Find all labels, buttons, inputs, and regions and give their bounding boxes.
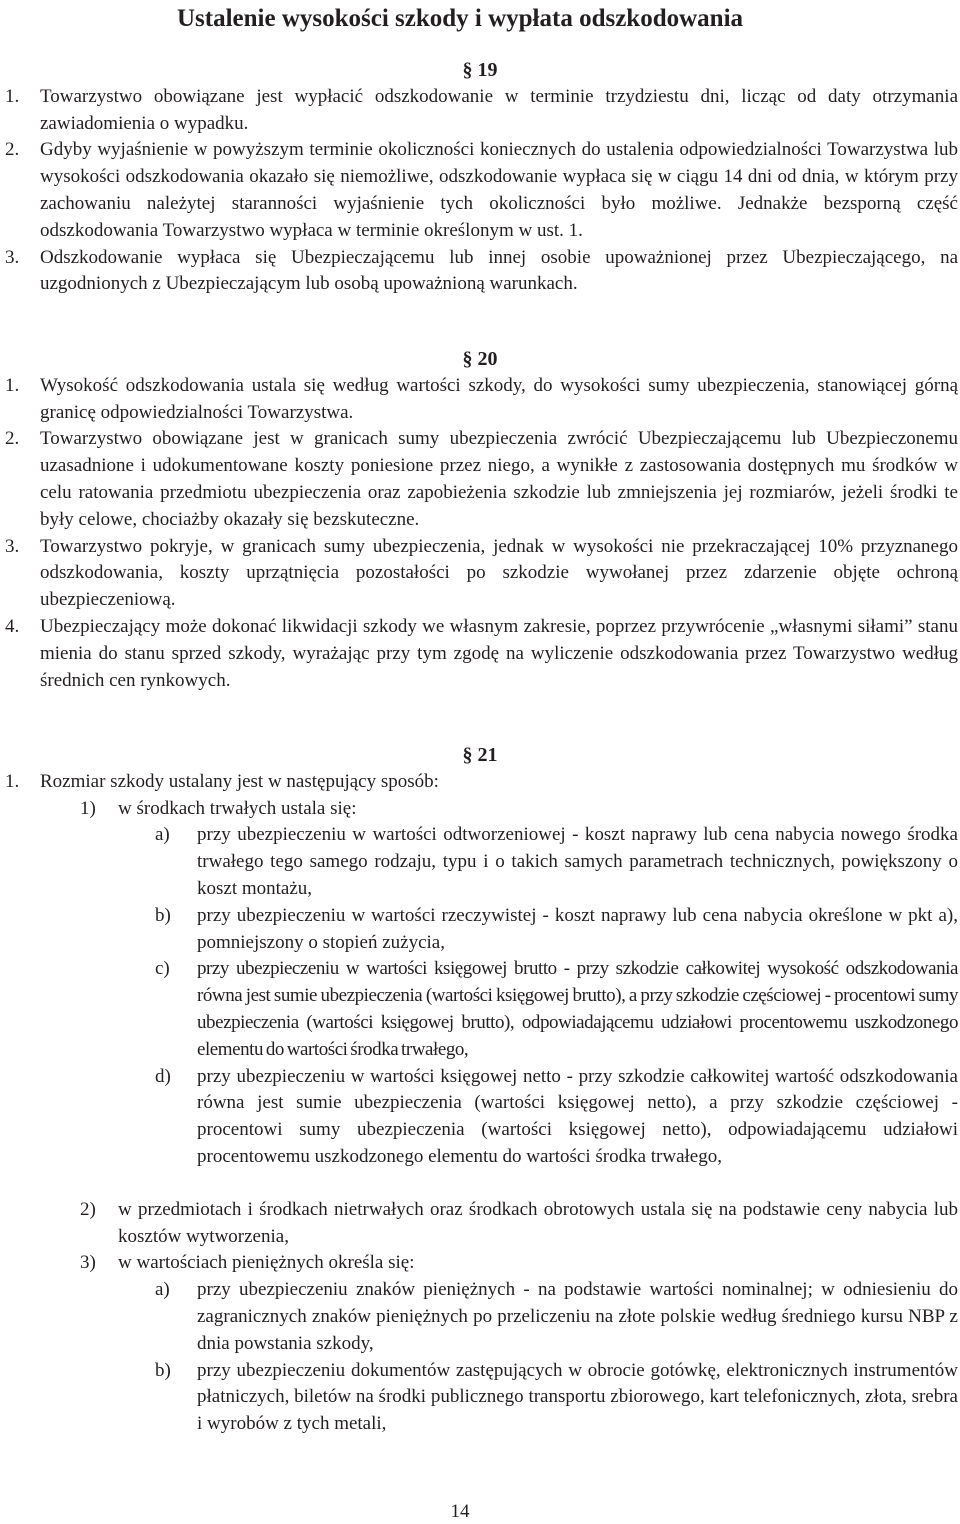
- item-number: 3.: [5, 246, 20, 268]
- section-item: [0, 769, 960, 796]
- sub-item-number: 1): [80, 797, 96, 819]
- sub-item-text: w wartościach pieniężnych określa się:: [118, 1252, 415, 1274]
- section-item: [0, 534, 960, 614]
- section-item: [0, 245, 960, 299]
- section-heading: § 20: [462, 348, 498, 370]
- item-number: 2.: [5, 428, 20, 450]
- section-item: [0, 137, 960, 244]
- letter-label: c): [155, 958, 170, 980]
- section-item: [0, 614, 960, 694]
- page-number: 14: [450, 1501, 470, 1522]
- section-item: [0, 426, 960, 533]
- item-text: Towarzystwo pokryje, w granicach sumy ubezpieczenia, jednak w wysokości nie przekraczającej 10% przyznanego odszkodowania, koszty uprzątnięcia pozostałości po szkodzie wywołanej przez zdarzenie objęte ochroną ubezpieczeniową.: [40, 535, 958, 611]
- letter-label: b): [155, 1359, 171, 1381]
- sub-item: [0, 796, 960, 823]
- document-title: Ustalenie wysokości szkody i wypłata odszkodowania: [176, 5, 744, 32]
- section-19: [0, 57, 960, 298]
- item-number: 2.: [5, 139, 20, 161]
- letter-item: [0, 822, 960, 902]
- letter-label: b): [155, 904, 171, 926]
- sub-item-number: 2): [80, 1198, 96, 1220]
- letter-item: [0, 1064, 960, 1171]
- letter-item: [0, 1277, 960, 1357]
- item-text: Gdyby wyjaśnienie w powyższym terminie okoliczności koniecznych do ustalenia odpowiedzialności Towarzystwa lub wysokości odszkodowania okazało się niemożliwe, odszkodowanie wypłaca się w ciągu 14 dni od dnia, w którym przy zachowaniu należytej staranności wyjaśnienie tych okoliczności było możliwe. Jednakże bezsporną część odszkodowania Towarzystwo wypłaca w terminie określonym w ust. 1.: [40, 139, 958, 241]
- letter-item: [0, 903, 960, 957]
- letter-text: przy ubezpieczeniu w wartości rzeczywistej - koszt naprawy lub cena nabycia określone w pkt a), pomniejszony o stopień zużycia,: [197, 904, 958, 953]
- sub-item-text: w środkach trwałych ustala się:: [118, 797, 357, 819]
- letter-label: a): [155, 1279, 170, 1301]
- sub-item-number: 3): [80, 1252, 96, 1274]
- letter-text: przy ubezpieczeniu w wartości księgowej netto - przy szkodzie całkowitej wartość odszkodowania równa jest sumie ubezpieczenia (wartości księgowej netto), a przy szkodzie częściowej - procentowi sumy ubezpieczenia (wartości księgowej netto), odpowiadającemu udziałowi procentowemu uszkodzonego elementu do wartości środka trwałego,: [197, 1065, 958, 1167]
- letter-label: a): [155, 824, 170, 846]
- item-text: Towarzystwo obowiązane jest wypłacić odszkodowanie w terminie trzydziestu dni, licząc od daty otrzymania zawiadomienia o wypadku.: [40, 85, 958, 134]
- sub-item: [0, 1250, 960, 1277]
- section-20: [0, 346, 960, 694]
- letter-text: przy ubezpieczeniu dokumentów zastępujących w obrocie gotówkę, elektronicznych instrumentów płatniczych, biletów na środki publicznego transportu zbiorowego, kart telefonicznych, złota, srebra i wyrobów z tych metali,: [197, 1359, 958, 1435]
- letter-text: przy ubezpieczeniu znaków pieniężnych - na podstawie wartości nominalnej; w odniesieniu do zagranicznych znaków pieniężnych po przeliczeniu na złote polskie według średniego kursu NBP z dnia powstania szkody,: [197, 1279, 958, 1354]
- item-text: Ubezpieczający może dokonać likwidacji szkody we własnym zakresie, poprzez przywrócenie „własnymi siłami” stanu mienia do stanu sprzed szkody, wyrażając przy tym zgodę na wyliczenie odszkodowania przez Towarzystwo według średnich cen rynkowych.: [40, 615, 958, 691]
- sub-item: [0, 1197, 960, 1251]
- section-item: [0, 84, 960, 138]
- section-21: [0, 742, 960, 1438]
- item-text: Towarzystwo obowiązane jest w granicach sumy ubezpieczenia zwrócić Ubezpieczającemu lub Ubezpieczonemu uzasadnione i udokumentowane koszty poniesione przez niego, a wynikłe z zastosowania dostępnych mu środków w celu ratowania przedmiotu ubezpieczenia oraz zapobieżenia szkodzie lub zmniejszenia jej rozmiarów, jeżeli środki te były celowe, chociażby okazały się bezskuteczne.: [40, 428, 958, 530]
- item-number: 1.: [5, 85, 20, 107]
- item-text: Rozmiar szkody ustalany jest w następujący sposób:: [40, 770, 439, 792]
- letter-text: przy ubezpieczeniu w wartości księgowej brutto - przy szkodzie całkowitej wysokość odszkodowania równa jest sumie ubezpieczenia (wartości księgowej brutto), a przy szkodzie częściowej - procentowi sumy ubezpieczenia (wartości księgowej brutto), odpowiadającemu udziałowi procentowemu uszkodzonego elementu do wartości środka trwałego,: [197, 958, 958, 1060]
- sub-item-text: w przedmiotach i środkach nietrwałych oraz środkach obrotowych ustala się na podstawie ceny nabycia lub kosztów wytworzenia,: [118, 1198, 958, 1247]
- letter-item: [0, 1358, 960, 1438]
- item-number: 4.: [5, 615, 20, 637]
- item-number: 1.: [5, 770, 20, 792]
- letter-text: przy ubezpieczeniu w wartości odtworzeniowej - koszt naprawy lub cena nabycia nowego środka trwałego tego samego rodzaju, typu i o takich samych parametrach technicznych, powiększony o koszt montażu,: [197, 824, 958, 899]
- letter-item: [0, 956, 960, 1063]
- letter-label: d): [155, 1065, 171, 1087]
- section-heading: § 19: [462, 59, 498, 81]
- item-text: Wysokość odszkodowania ustala się według wartości szkody, do wysokości sumy ubezpieczenia, stanowiącej górną granicę odpowiedzialności Towarzystwa.: [40, 374, 958, 423]
- item-number: 1.: [5, 374, 20, 396]
- item-number: 3.: [5, 535, 20, 557]
- spacer: [0, 1171, 960, 1197]
- section-item: [0, 373, 960, 427]
- item-text: Odszkodowanie wypłaca się Ubezpieczającemu lub innej osobie upoważnionej przez Ubezpieczającego, na uzgodnionych z Ubezpieczającym lub osobą upoważnioną warunkach.: [40, 246, 958, 295]
- section-heading: § 21: [462, 744, 498, 766]
